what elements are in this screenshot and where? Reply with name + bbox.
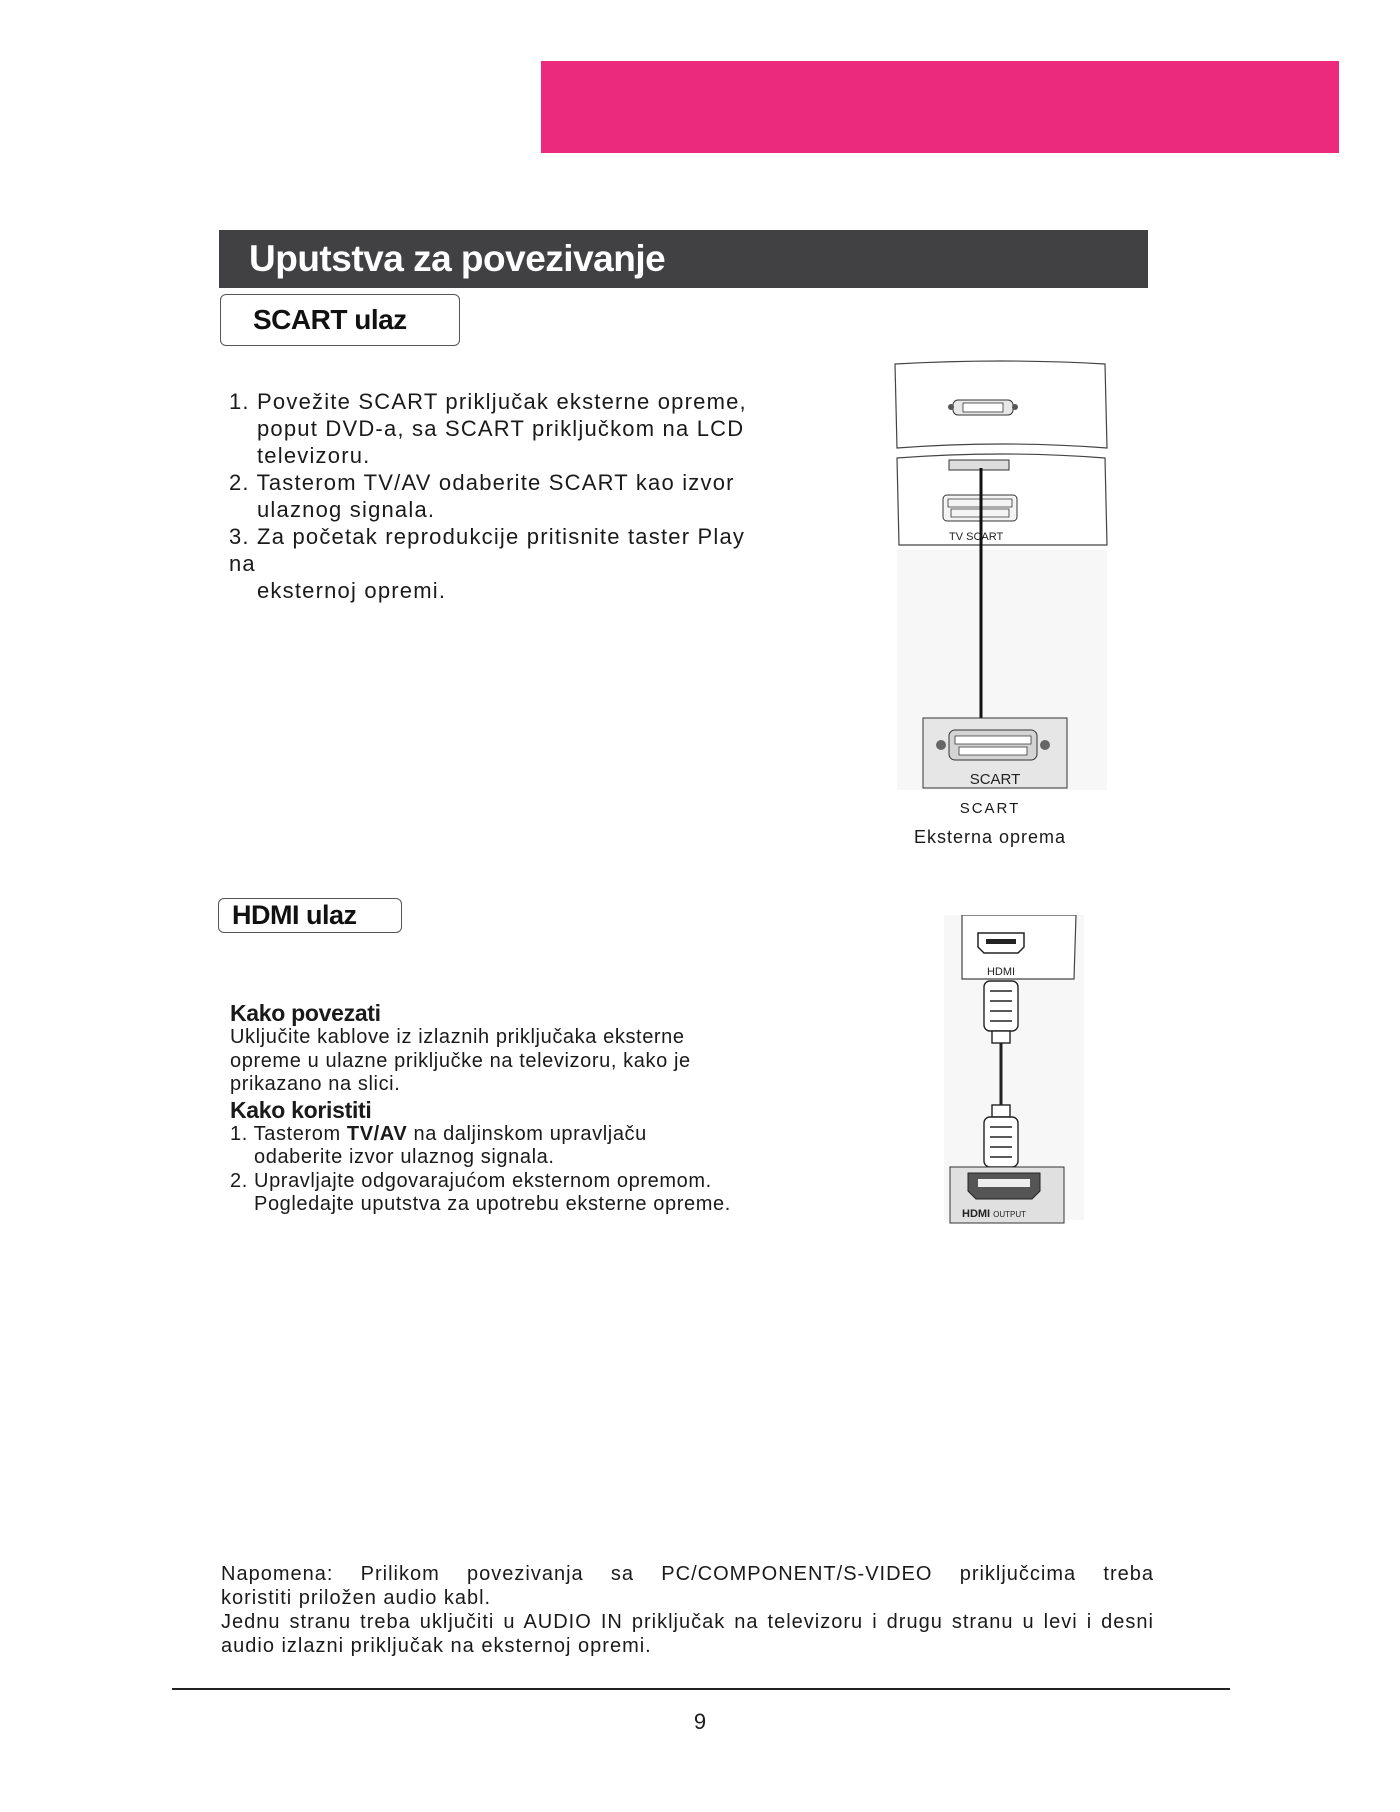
device-scart-port-label: SCART	[969, 771, 1021, 788]
hdmi-use-line: Pogledajte uputstva za upotrebu eksterne opreme.	[254, 1193, 731, 1215]
page-number: 9	[693, 1709, 707, 1734]
hdmi-use-step-1-prefix: 1. Tasterom	[230, 1122, 347, 1145]
page-title: Uputstva za povezivanje	[219, 230, 1148, 288]
hdmi-use-step-1	[230, 1123, 731, 1147]
scart-step-line: 1. Povežite SCART priključak eksterne opreme,	[229, 389, 747, 414]
scart-caption-port: SCART	[959, 800, 1021, 817]
scart-step-line: 2. Tasterom TV/AV odaberite SCART kao izvor	[229, 470, 735, 495]
footer-divider	[172, 1688, 1230, 1690]
tv-scart-port-panel	[897, 454, 1107, 545]
external-device-hdmi-panel	[950, 1167, 1064, 1223]
hdmi-connect-line: prikazano na slici.	[230, 1073, 401, 1095]
hdmi-use-step-1-suffix: na daljinskom upravljaču	[407, 1122, 647, 1145]
scart-step-line: poput DVD-a, sa SCART priključkom na LCD	[257, 416, 745, 441]
note-line: Jednu stranu treba uključiti u AUDIO IN priključak na televizoru i drugu stranu u levi i desni	[221, 1611, 1154, 1633]
hdmi-connect-line: Uključite kablove iz izlaznih priključaka eksterne	[230, 1026, 685, 1048]
hdmi-section-label: HDMI ulaz	[218, 898, 402, 933]
scart-step-line: televizoru.	[257, 443, 371, 468]
hdmi-use-line: 2. Upravljajte odgovarajućom eksternom opremom.	[230, 1169, 712, 1192]
connection-note	[221, 1562, 1154, 1658]
note-line: koristiti priložen audio kabl.	[221, 1587, 492, 1609]
tv-scart-port-label: TV SCART	[949, 531, 1004, 543]
note-line: audio izlazni priključak na eksternoj opremi.	[221, 1635, 652, 1657]
hdmi-connect-heading: Kako povezati	[230, 1000, 381, 1026]
hdmi-use-line: odaberite izvor ulaznog signala.	[254, 1146, 555, 1168]
tv-hdmi-port-label: HDMI	[986, 966, 1016, 978]
note-line: Napomena: Prilikom povezivanja sa PC/COMPONENT/S-VIDEO priključcima treba	[221, 1563, 1154, 1585]
scart-step-line: 3. Za početak reprodukcije pritisnite taster Play	[229, 524, 746, 549]
tv-back-panel-top	[895, 361, 1107, 448]
scart-connection-diagram	[893, 360, 1113, 800]
scart-caption-device: Eksterna oprema	[913, 827, 1067, 847]
hdmi-connect-line: opreme u ulazne priključke na televizoru, kako je	[230, 1049, 691, 1072]
hdmi-use-step-1-key: TV/AV	[346, 1122, 408, 1145]
header-accent-band	[541, 61, 1339, 153]
hdmi-connection-diagram	[940, 915, 1090, 1225]
scart-step-line: na	[229, 551, 256, 576]
scart-section-label: SCART ulaz	[220, 294, 460, 346]
scart-step-line: ulaznog signala.	[257, 497, 436, 522]
hdmi-instructions	[230, 1000, 731, 1217]
device-hdmi-port-label: HDMI OUTPUT	[962, 1208, 1027, 1220]
scart-instructions	[229, 388, 747, 604]
tv-hdmi-port-panel	[962, 915, 1076, 979]
scart-step-line: eksternoj opremi.	[257, 578, 447, 603]
external-device-scart-panel	[923, 718, 1067, 788]
hdmi-use-heading: Kako koristiti	[230, 1096, 372, 1123]
